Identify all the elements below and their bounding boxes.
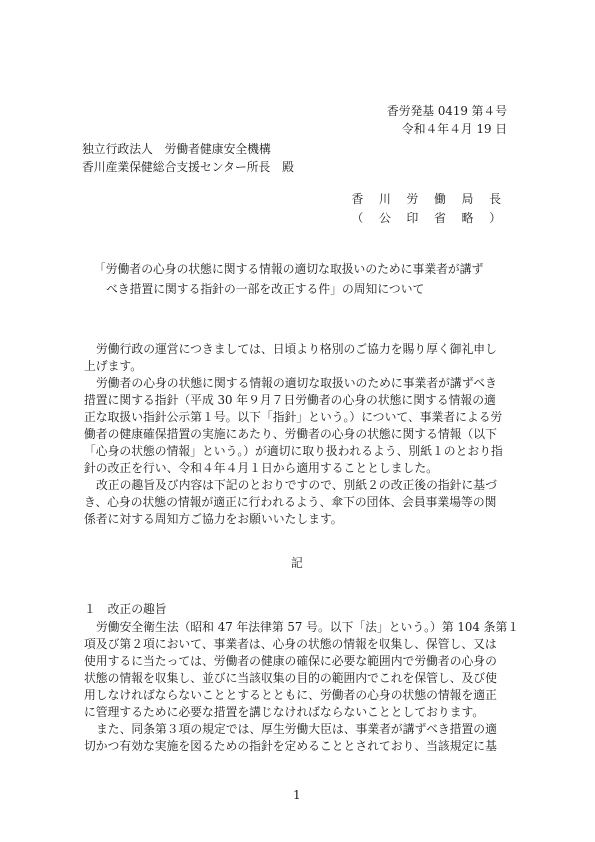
section-line: 労働安全衛生法（昭和 47 年法律第 57 号。以下「法」という。）第 104 条第１ xyxy=(96,620,520,634)
section-line: 切かつ有効な実施を図るための指針を定めることとされており、当該規定に基 xyxy=(84,739,497,753)
body-line: 係者に対する周知方ご協力をお願いいたします。 xyxy=(84,512,343,526)
recipient-title: 香川産業保健総合支援センター所長 殿 xyxy=(82,160,294,174)
sender-name: 香 川 労 働 局 長 xyxy=(351,192,507,206)
section-line: 用しなければならないこととするとともに、労働者の心身の状態の情報を適正 xyxy=(84,688,497,702)
doc-date: 令和４年４月 19 日 xyxy=(401,122,507,136)
body-line: 改正の趣旨及び内容は下記のとおりですので、別紙２の改正後の指針に基づ xyxy=(96,478,497,492)
section-line: 使用するに当たっては、労働者の健康の確保に必要な範囲内で労働者の心身の xyxy=(84,654,497,668)
seal-omitted: （ 公 印 省 略 ） xyxy=(351,211,507,225)
body-line: 正な取扱い指針公示第１号。以下「指針」という。）について、事業者による労 xyxy=(84,410,503,424)
body-line: 「心身の状態の情報」という。）が適切に取り扱われるよう、別紙１のとおり指 xyxy=(84,444,503,458)
body-line: 針の改正を行い、令和４年４月１日から適用することとしました。 xyxy=(84,461,438,475)
section-line: 項及び第２項において、事業者は、心身の状態の情報を収集し、保管し、又は xyxy=(84,637,497,651)
section-line: また、同条第３項の規定では、厚生労働大臣は、事業者が講ずべき措置の適 xyxy=(96,722,497,736)
section-line: に管理するために必要な措置を講じなければならないこととしております。 xyxy=(84,705,485,719)
page-number: 1 xyxy=(293,788,301,802)
body-line: 上げます。 xyxy=(84,359,143,373)
section-heading: １ 改正の趣旨 xyxy=(84,602,167,616)
body-line: き、心身の状態の情報が適正に行われるよう、傘下の団体、会員事業場等の関 xyxy=(84,495,497,509)
body-line: 措置に関する指針（平成 30 年９月７日労働者の心身の状態に関する情報の適 xyxy=(84,393,496,407)
subject-line-1: 「労働者の心身の状態に関する情報の適切な取扱いのために事業者が講ず xyxy=(94,262,484,276)
subject-line-2: べき措置に関する指針の一部を改正する件」の周知について xyxy=(106,282,425,296)
body-line: 働者の健康確保措置の実施にあたり、労働者の心身の状態に関する情報（以下 xyxy=(84,427,497,441)
section-line: 状態の情報を収集し、並びに当該収集の目的の範囲内でこれを保管し、及び使 xyxy=(84,671,497,685)
body-line: 労働者の心身の状態に関する情報の適切な取扱いのために事業者が講ずべき xyxy=(96,376,497,390)
ki-heading: 記 xyxy=(291,556,303,570)
body-line: 労働行政の運営につきましては、日頃より格別のご協力を賜り厚く御礼申し xyxy=(96,342,497,356)
doc-number: 香労発基 0419 第４号 xyxy=(386,104,507,118)
recipient-org: 独立行政法人 労働者健康安全機構 xyxy=(82,142,271,156)
